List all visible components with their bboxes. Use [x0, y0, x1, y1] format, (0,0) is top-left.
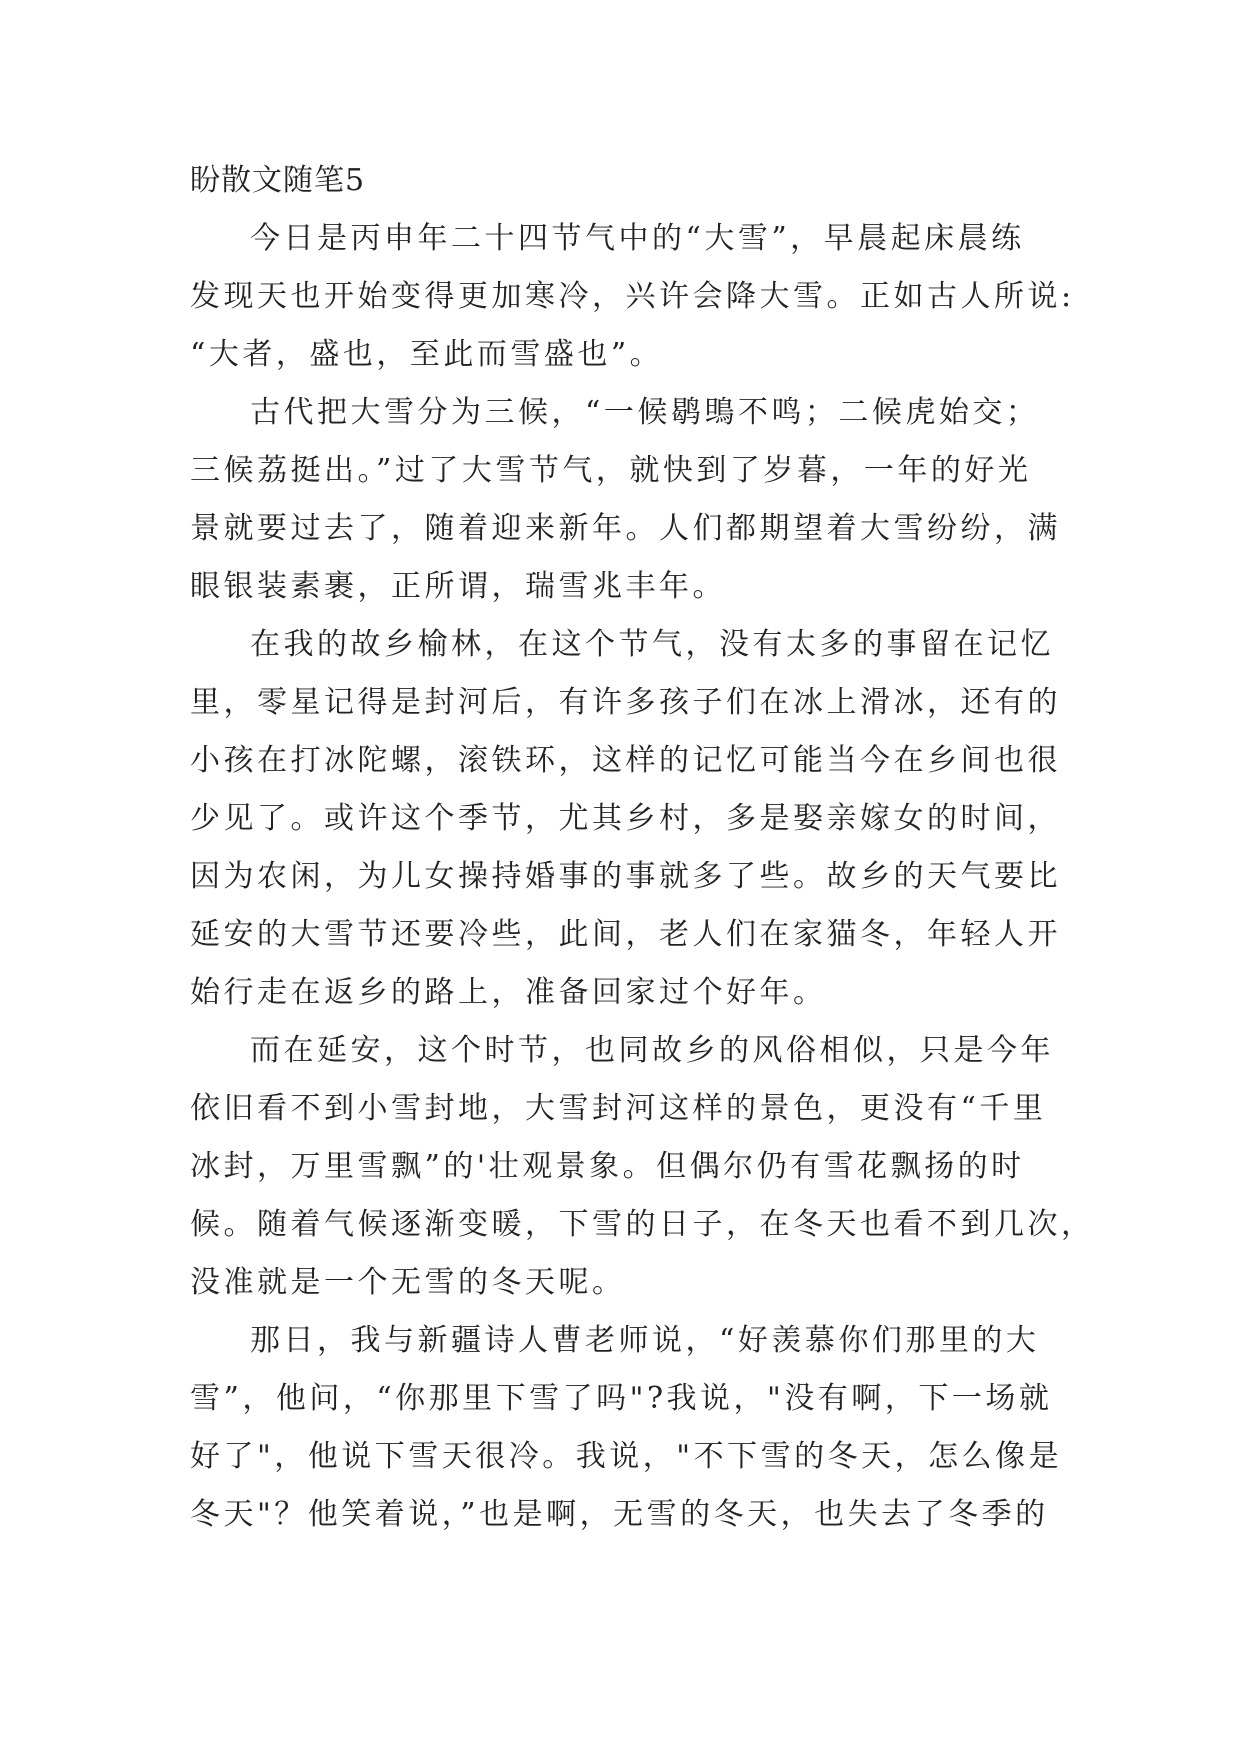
paragraph	[190, 1312, 1063, 1544]
paragraph-line: 在我的故乡榆林，在这个节气，没有太多的事留在记忆	[250, 627, 1054, 662]
paragraph	[190, 1022, 1095, 1312]
paragraph-line: 候。随着气候逐渐变暖，下雪的日子，在冬天也看不到几次，	[190, 1207, 1095, 1242]
paragraph-line: 延安的大雪节还要冷些，此间，老人们在家猫冬，年轻人开	[190, 917, 1061, 952]
paragraph-line: 因为农闲，为儿女操持婚事的事就多了些。故乡的天气要比	[190, 859, 1061, 894]
paragraph-line: 里，零星记得是封河后，有许多孩子们在冰上滑冰，还有的	[190, 685, 1061, 720]
paragraph	[190, 210, 1075, 384]
paragraph-line: 古代把大雪分为三候，“一候鹖鴠不鸣；二候虎始交；	[250, 395, 1040, 430]
paragraph-line: 始行走在返乡的路上，准备回家过个好年。	[190, 975, 827, 1010]
paragraph-line: 今日是丙申年二十四节气中的“大雪”，早晨起床晨练	[250, 221, 1025, 256]
paragraph-line: 景就要过去了，随着迎来新年。人们都期望着大雪纷纷，满	[190, 511, 1061, 546]
paragraph-list	[190, 210, 1095, 1544]
paragraph-line: 发现天也开始变得更加寒冷，兴许会降大雪。正如古人所说:	[190, 279, 1075, 314]
paragraph-line: 依旧看不到小雪封地，大雪封河这样的景色，更没有“千里	[190, 1091, 1047, 1126]
paragraph-line: “大者，盛也，至此而雪盛也”。	[190, 337, 664, 372]
paragraph-line: 冬天"？他笑着说，”也是啊，无雪的冬天，也失去了冬季的	[190, 1497, 1049, 1532]
paragraph	[190, 384, 1061, 616]
paragraph	[190, 616, 1061, 1022]
paragraph-line: 没准就是一个无雪的冬天呢。	[190, 1265, 626, 1300]
paragraph-line: 小孩在打冰陀螺，滚铁环，这样的记忆可能当今在乡间也很	[190, 743, 1061, 778]
paragraph-line: 那日，我与新疆诗人曹老师说，“好羡慕你们那里的大	[250, 1323, 1040, 1358]
document-title: 盼散文随笔5	[190, 163, 366, 198]
paragraph-line: 眼银装素裹，正所谓，瑞雪兆丰年。	[190, 569, 726, 604]
paragraph-line: 好了"，他说下雪天很冷。我说，"不下雪的冬天，怎么像是	[190, 1439, 1063, 1474]
document-body	[190, 152, 1095, 1544]
paragraph-line: 而在延安，这个时节，也同故乡的风俗相似，只是今年	[250, 1033, 1054, 1068]
paragraph-line: 三候荔挺出。”过了大雪节气，就快到了岁暮，一年的好光	[190, 453, 1032, 488]
paragraph-line: 冰封，万里雪飘”的'壮观景象。但偶尔仍有雪花飘扬的时	[190, 1149, 1025, 1184]
paragraph-line: 少见了。或许这个季节，尤其乡村，多是娶亲嫁女的时间，	[190, 801, 1061, 836]
paragraph-line: 雪”，他问，“你那里下雪了吗"?我说，"没有啊，下一场就	[190, 1381, 1053, 1416]
